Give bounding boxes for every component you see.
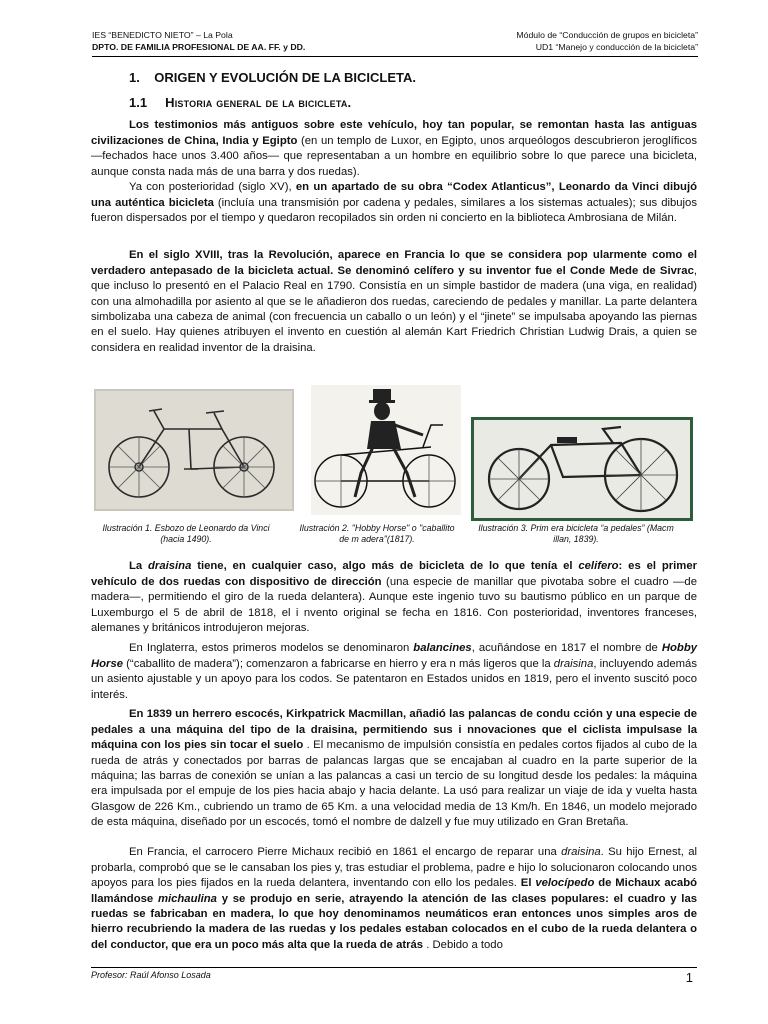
paragraph-2-text-b: (incluía una transmisión por cadena y pedales, similares a los sistemas actuales); sus dibujos fueron dispersados por el tiempo y quedaron recopilados sin orden ni concierto en la biblioteca Ambrosiana de Milán. [91, 196, 697, 225]
illustration-3-caption: Ilustración 3. Prim era bicicleta “a pedales” (Macm illan, 1839). [478, 523, 674, 544]
paragraph-4-bold-b: tiene, en cualquier caso, algo más de bicicleta de lo que tenía el [191, 560, 579, 573]
paragraph-7-bold-b: de Michaux acabó llamándose [91, 877, 697, 905]
hobby-horse-term: Hobby Horse [91, 642, 698, 670]
section-title-text: ORIGEN Y EVOLUCIÓN DE LA BICICLETA. [154, 70, 417, 85]
module-name: Módulo de “Conducción de grupos en bicicleta” [516, 30, 698, 40]
paragraph-2-bold: en un apartado de su obra “Codex Atlanticus”, Leonardo da Vinci dibujó una auténtica bicicleta [91, 181, 697, 209]
illustration-2-image [311, 385, 461, 515]
paragraph-7-text-c: . Debido a todo [423, 938, 503, 951]
paragraph-5 [91, 641, 697, 703]
paragraph-7 [91, 845, 697, 953]
illustration-2-caption: Ilustración 2. "Hobby Horse" o "caballito de m adera"(1817). [299, 523, 455, 544]
section-title [129, 70, 416, 85]
department-name: DPTO. DE FAMILIA PROFESIONAL DE AA. FF. y DD. [92, 42, 306, 52]
paragraph-5-text-b: , acuñándose en 1817 el nombre de [471, 642, 662, 655]
paragraph-5-text-c: (“caballito de madera”); comenzaron a fabricarse en hierro y era n más ligeros que la [123, 657, 554, 670]
paragraph-3 [91, 248, 697, 356]
paragraph-3-text: , que incluso lo presentó en el Palacio Real en 1790. Consistía en un simple bastidor de madera (una viga, en realidad) con una almohadilla por asiento al que se le añadieron dos ruedas, careciendo de pedales y manillar. La parte delantera simbolizaba una cabeza de animal (con frecuencia un caballo o un león) y el “jinete” se impulsaba apoyando las piernas en el suelo. Hay quienes atribuyen el invento en cuestión al alemán Kart Friedrich Christian Ludwig Drais, a quien se considera en realidad inventor de la draisina. [91, 264, 697, 354]
velocipedo-term: velocípedo [535, 877, 595, 890]
illustration-1-image [94, 389, 294, 511]
paragraph-7-text-a: En Francia, el carrocero Pierre Michaux recibió en 1861 el encargo de reparar una [129, 846, 562, 859]
paragraph-6-bold: En 1839 un herrero escocés, Kirkpatrick Macmillan, añadió las palancas de condu cción y una especie de pedales a una máquina del tipo de la draisina, permitiendo sus i nnovaciones que el ciclista impulsase la máquina con los pies sin tocar el suelo [91, 708, 697, 752]
draisina-term: draisina [148, 560, 192, 573]
paragraph-5-text-d: , incluyendo además un asiento ajustable y un apoyo para los codos. Se patentaron en Estados unidos en 1819, pero el invento suscitó poco interés. [91, 657, 697, 701]
paragraph-4-bold-c: : es el primer vehículo de dos ruedas con dispositivo de dirección [91, 560, 697, 588]
author-name: Profesor: Raúl Afonso Losada [91, 970, 211, 980]
subsection-title [129, 95, 351, 110]
subsection-title-text: Historia general de la bicicleta. [165, 95, 352, 110]
paragraph-4-text: (una especie de manillar que pivotaba sobre el cuadro —de madera—, permitiendo el giro de la rueda delantera). Aunque este ingenio tuvo su bautismo público en un parque de Luxemburgo el 5 de abril de 1818, el i nvento original se fecha en 1816. Con posterioridad, inventores franceses, alemanes y británicos introdujeron mejoras. [91, 575, 697, 634]
balancines-term: balancines [413, 642, 472, 655]
paragraph-7-bold-a: El [520, 877, 536, 890]
paragraph-7-text-b: . Su hijo Ernest, al probarla, comprobó que se le cansaban los pies y, tras estudiar el problema, padre e hijo lo solucionaron colocando unos apoyos para los pies fijados en la rueda delantera, inventando con ello los pedales. [91, 846, 697, 890]
section-number: 1. [129, 70, 140, 85]
paragraph-7-bold-c: y se produjo en serie, atrayendo la atención de las clases populares: el cuadro y las ruedas se fabricaban en madera, lo que hoy denominamos neumáticos eran entonces unos simples aros de hierro recubriendo la madera de las ruedas y los pedales estaban colocados en el cubo de la rueda delantera o del conductor, que era un poco más alta que la rueda de atrás [91, 892, 698, 951]
paragraph-6 [91, 707, 697, 830]
draisina-italic-2: draisina [561, 846, 601, 859]
illustration-3-image [471, 417, 693, 521]
paragraph-1-bold: Los testimonios más antiguos sobre este vehículo, hoy tan popular, se remontan hasta las antiguas civilizaciones de China, India y Egipto [91, 119, 697, 147]
paragraph-3-bold: En el siglo XVIII, tras la Revolución, aparece en Francia lo que se considera pop ularmente como el verdadero antepasado de la bicicleta actual. Se denominó celífero y su inventor fue el Conde Mede de Sivrac [91, 249, 697, 277]
paragraph-4 [91, 559, 697, 636]
header-left [92, 29, 305, 53]
paragraph-1 [91, 118, 697, 180]
paragraph-1-text: (en un templo de Luxor, en Egipto, unos arqueólogos descubrieron jeroglíficos —fechados hace unos 3.400 años— que representaban a un hombre en equilibrio sobre lo que parece una bicicleta, aunque consta nada más de una barra y dos ruedas). [91, 134, 697, 178]
page-number: 1 [685, 970, 693, 985]
header-right [516, 29, 698, 53]
school-name: IES “BENEDICTO NIETO” – La Pola [92, 30, 233, 40]
illustration-1-caption: Ilustración 1. Esbozo de Leonardo da Vinci (hacia 1490). [102, 523, 270, 544]
paragraph-4-bold-a: La [129, 560, 149, 573]
illustrations-row [91, 385, 697, 550]
draisina-italic: draisina [553, 657, 594, 670]
paragraph-6-text: . El mecanismo de impulsión consistía en pedales cortos fijados al cubo de la rueda de atrás y conectados por barras de palancas largas que se encajaban al cuadro en la parte superior de la máquina; las barras de conexión se unían a las palancas a casi un tercio de su longitud desde los pedales: la máquina era impulsada por el empuje de los pies hacia abajo y hacia delante. La usó para realizar un viaje de ida y vuelta hasta Glasgow de 226 Km., cubriendo un tramo de 65 Km. a una velocidad media de 13 Km/h. En 1846, un modelo mejorado de esta máquina, diseñado por un escocés, tomó el nombre de dalzell y fue muy utilizado en Gran Bretaña. [91, 739, 697, 829]
unit-name: UD1 “Manejo y conducción de la bicicleta” [535, 42, 698, 52]
subsection-number: 1.1 [129, 95, 148, 110]
paragraph-5-text-a: En Inglaterra, estos primeros modelos se denominaron [129, 642, 414, 655]
page-footer [91, 967, 697, 985]
paragraph-2-text-a: Ya con posterioridad (siglo XV), [129, 181, 296, 194]
celifero-term: celifero [578, 560, 619, 573]
paragraph-2 [91, 180, 697, 226]
page-header [92, 28, 698, 57]
michaulina-term: michaulina [157, 892, 217, 905]
